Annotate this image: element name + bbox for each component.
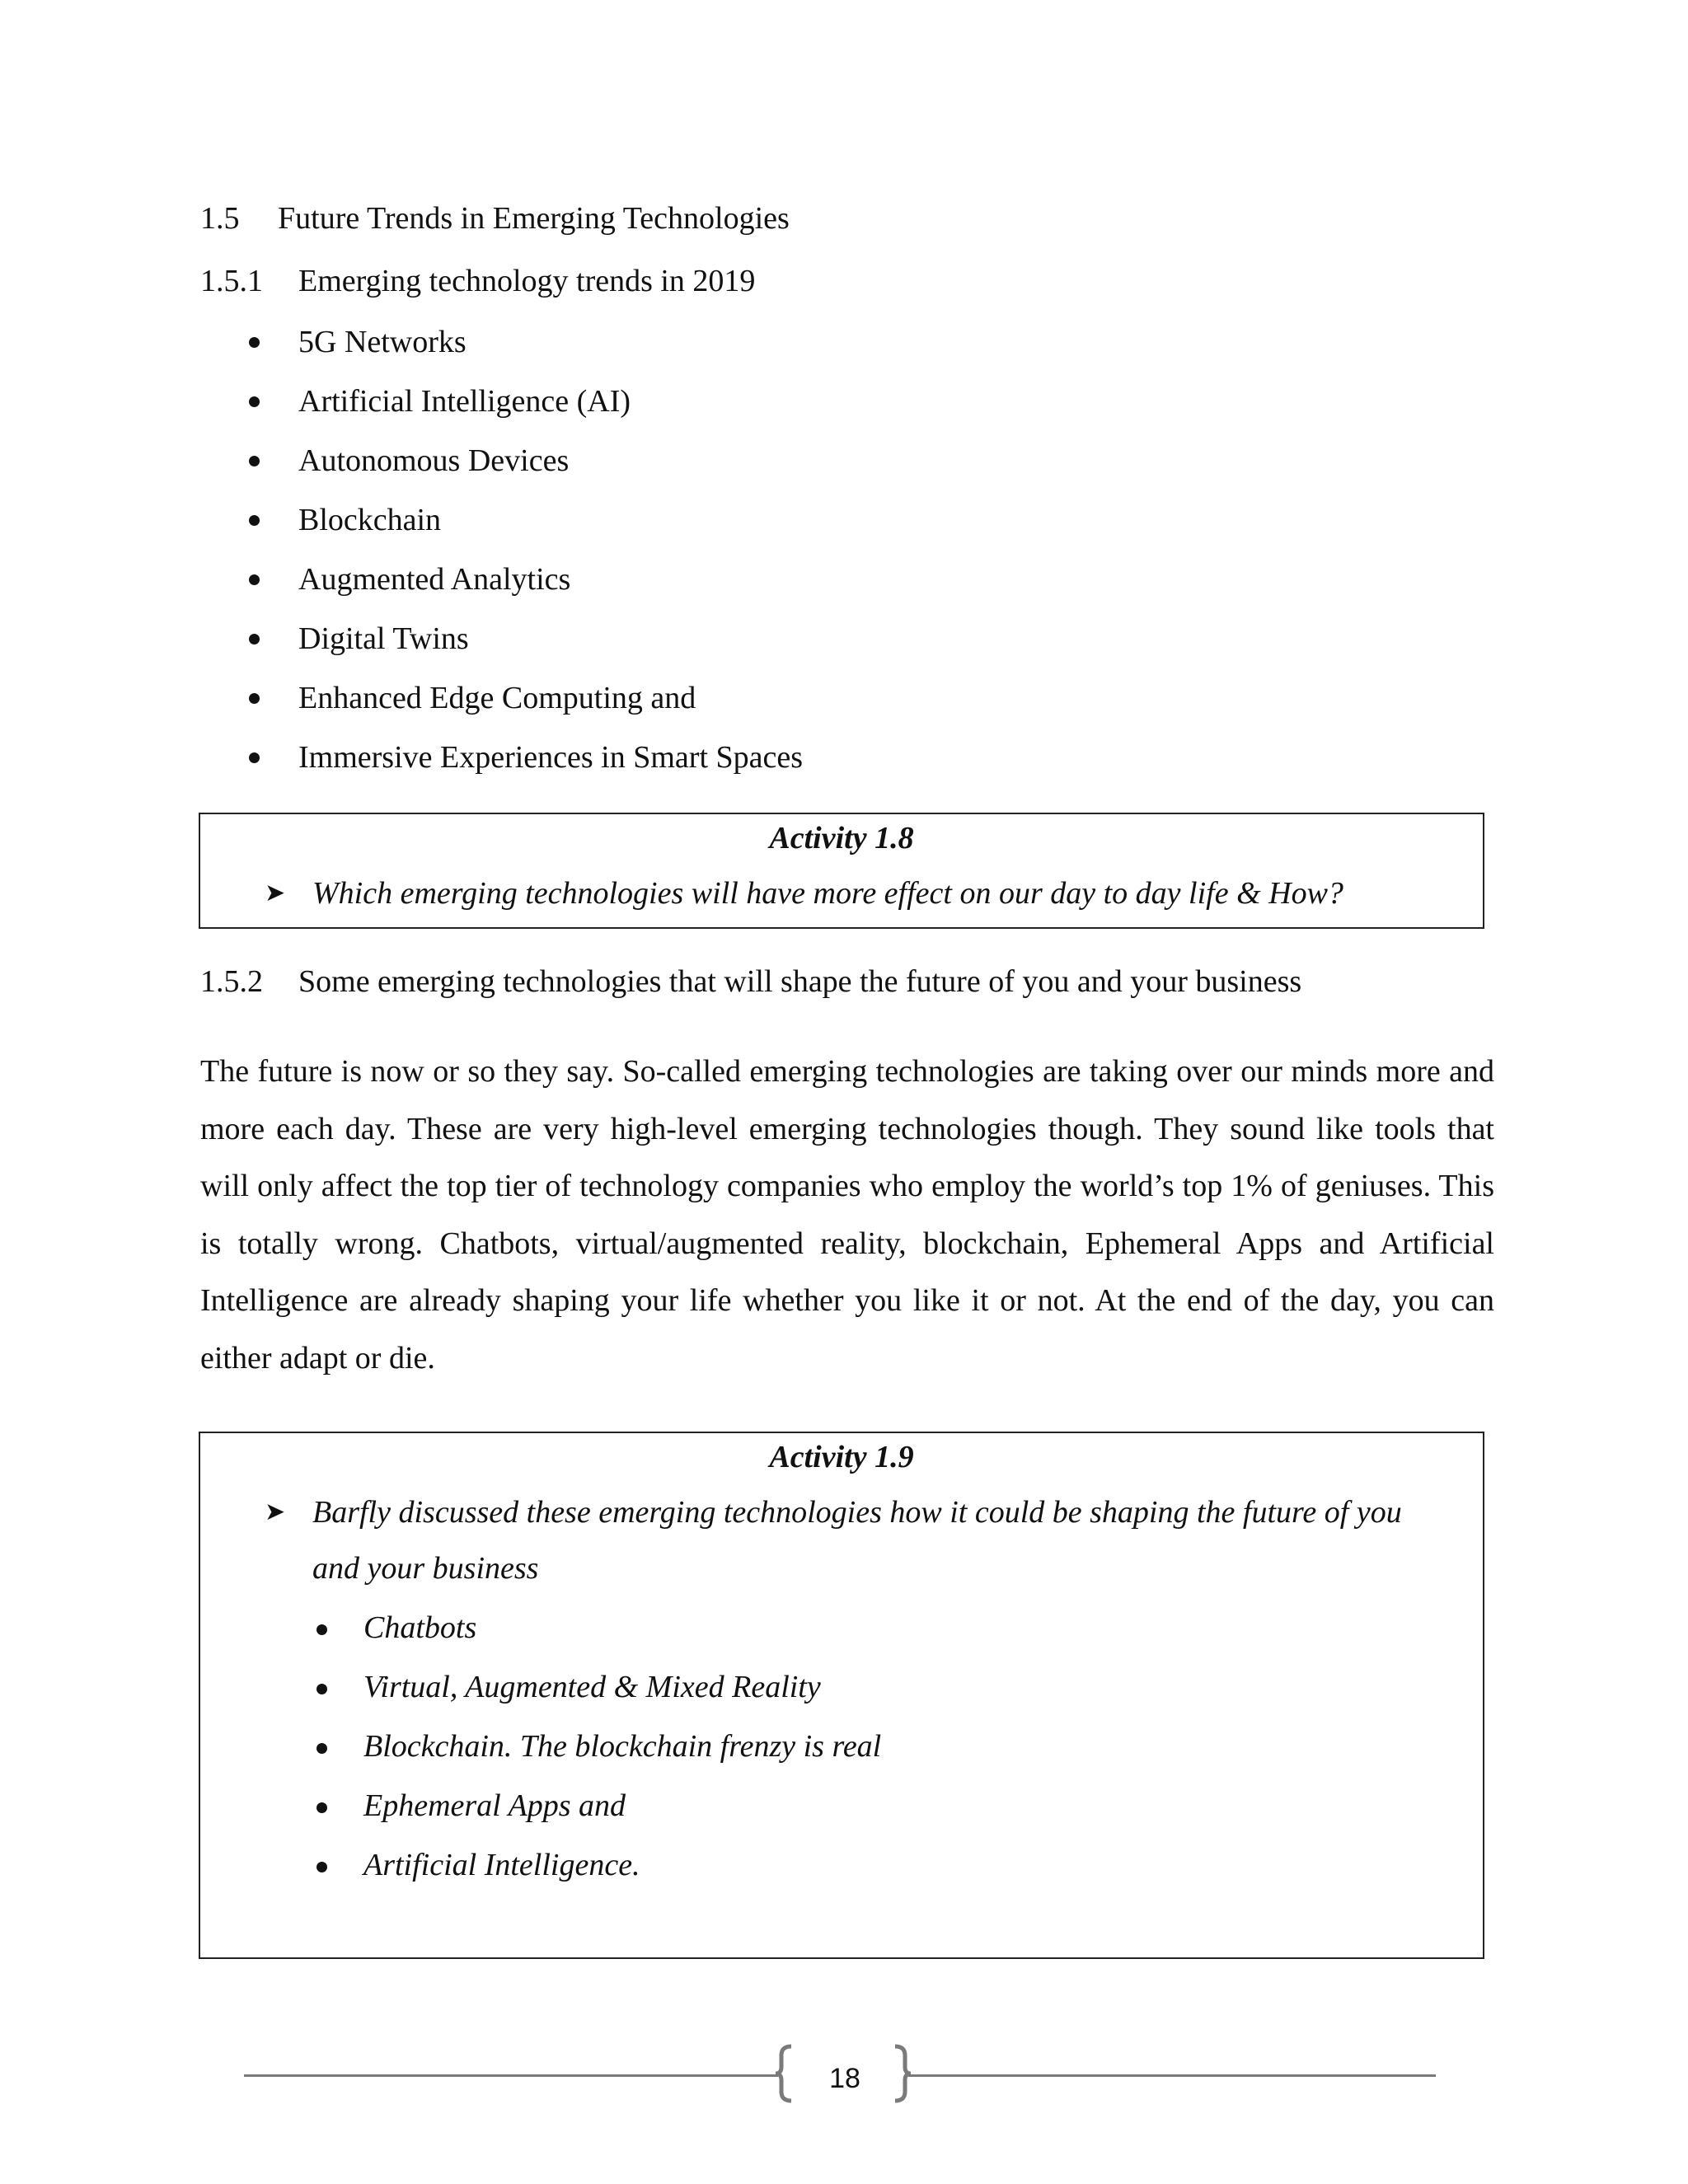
body-paragraph: The future is now or so they say. So-called emerging technologies are taking over our minds more and more each day. These are very high-level emerging technologies though. They sound like tools that will only affect the top tier of technology companies who employ the world’s top 1% of geniuses. This is totally wrong. Chatbots, virtual/augmented reality, blockchain, Ephemeral Apps and Artificial Intelligence are already shaping your life whether you like it or not. At the end of the day, you can either adapt or die. bbox=[200, 1054, 1494, 1376]
arrow-bullet-icon: ➤ bbox=[265, 1497, 286, 1526]
bullet-icon bbox=[249, 515, 260, 526]
footer-rule-left bbox=[244, 2074, 778, 2077]
list-item-text: Immersive Experiences in Smart Spaces bbox=[298, 740, 804, 775]
right-bracket-icon bbox=[892, 2044, 913, 2103]
activity-box-1-9 bbox=[199, 1432, 1484, 1959]
section-number: 1.5.2 bbox=[200, 964, 263, 999]
list-item-text: Autonomous Devices bbox=[298, 443, 570, 478]
activity-question-line-1: Barfly discussed these emerging technologies how it could be shaping the future of you bbox=[312, 1495, 1402, 1530]
bullet-icon bbox=[249, 337, 260, 348]
list-item-text: Blockchain. The blockchain frenzy is real bbox=[363, 1729, 882, 1764]
list-item-text: Augmented Analytics bbox=[298, 562, 571, 597]
list-item-text: Artificial Intelligence. bbox=[363, 1848, 640, 1882]
section-heading-1-5-1 bbox=[200, 262, 755, 300]
list-item-text: Chatbots bbox=[363, 1610, 477, 1645]
list-item-text: Digital Twins bbox=[298, 621, 469, 656]
section-heading-1-5-2 bbox=[200, 963, 1301, 1001]
bullet-icon bbox=[249, 396, 260, 407]
bullet-icon bbox=[316, 1862, 327, 1872]
activity-title: Activity 1.9 bbox=[769, 1440, 914, 1474]
list-item-text: Ephemeral Apps and bbox=[363, 1788, 626, 1823]
list-item-text: Blockchain bbox=[298, 503, 442, 537]
bullet-icon bbox=[316, 1743, 327, 1754]
activity-title: Activity 1.8 bbox=[769, 821, 914, 855]
section-title: Future Trends in Emerging Technologies bbox=[278, 201, 790, 236]
list-item-text: Artificial Intelligence (AI) bbox=[298, 384, 631, 419]
left-bracket-icon bbox=[773, 2044, 795, 2103]
bullet-icon bbox=[249, 456, 260, 466]
section-title: Emerging technology trends in 2019 bbox=[298, 264, 756, 298]
bullet-icon bbox=[316, 1684, 327, 1694]
list-item-text: 5G Networks bbox=[298, 325, 467, 359]
page-number: 18 bbox=[829, 2063, 860, 2094]
activity-question: Which emerging technologies will have more effect on our day to day life & How? bbox=[312, 876, 1343, 911]
activity-box-1-8 bbox=[199, 813, 1484, 929]
bullet-icon bbox=[249, 752, 260, 763]
bullet-icon bbox=[249, 634, 260, 644]
section-heading-1-5 bbox=[200, 199, 790, 237]
footer-rule-right bbox=[908, 2074, 1436, 2077]
bullet-icon bbox=[249, 693, 260, 704]
section-number: 1.5.1 bbox=[200, 264, 263, 298]
bullet-icon bbox=[316, 1624, 327, 1635]
activity-question-line-2: and your business bbox=[312, 1551, 539, 1586]
arrow-bullet-icon: ➤ bbox=[265, 879, 286, 907]
list-item-text: Enhanced Edge Computing and bbox=[298, 681, 696, 715]
bullet-icon bbox=[249, 574, 260, 585]
section-title: Some emerging technologies that will shape the future of you and your business bbox=[298, 964, 1302, 999]
section-number: 1.5 bbox=[200, 201, 240, 236]
bullet-icon bbox=[316, 1802, 327, 1813]
list-item-text: Virtual, Augmented & Mixed Reality bbox=[363, 1670, 821, 1704]
